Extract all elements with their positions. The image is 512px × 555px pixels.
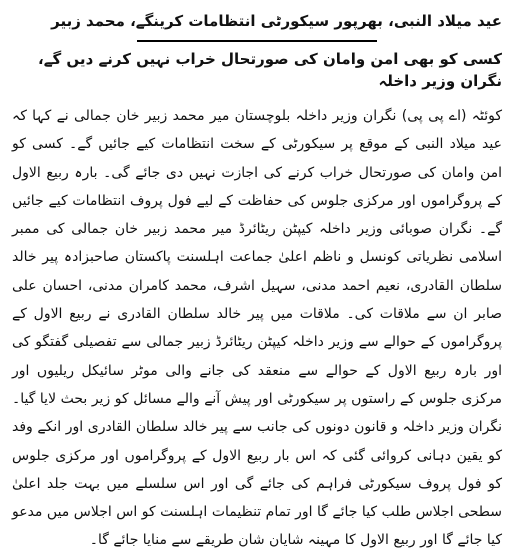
headline-divider — [137, 40, 377, 42]
main-headline: عید میلاد النبی، بھرپور سیکورٹی انتظامات کرینگے، محمد زبیر — [51, 12, 502, 30]
article-body — [12, 102, 502, 555]
sub-headline: کسی کو بھی امن وامان کی صورتحال خراب نہیں کرنے دیں گے، نگران وزیر داخلہ — [38, 50, 502, 90]
article-paragraph: کوئٹہ (اے پی پی) نگران وزیر داخلہ بلوچستان میر محمد زبیر خان جمالی نے کہا کہ عید میلاد النبی کے موقع پر سیکورٹی کے سخت انتظامات کیے جائیں گے۔ کسی کو امن وامان کی صورتحال خراب کرنے کی اجازت نہیں دی جائے گی۔ بارہ ربیع الاول کے پروگراموں اور مرکزی جلوس کی حفاظت کے لیے فول پروف انتظامات کیے جائیں گے۔ نگران صوبائی وزیر داخلہ کیپٹن ریٹائرڈ میر محمد زبیر خان جمالی کی ممبر اسلامی نظریاتی کونسل و ناظم اعلیٰ جماعت اہلسنت پاکستان صاحبزادہ پیر خالد سلطان القادری، نعیم احمد مدنی، سہیل اشرف، محمد کامران مدنی، احسان علی صابر ان سے ملاقات کی۔ ملاقات میں پیر خالد سلطان القادری نے ربیع الاول کے پروگراموں کے حوالے سے وزیر داخلہ کیپٹن ریٹائرڈ زبیر جمالی سے تفصیلی گفتگو کی اور بارہ ربیع الاول کے حوالے سے منعقد کی جانے والی موٹر سائیکل ریلیوں اور مرکزی جلوس کے راستوں پر سیکورٹی اور پیش آنے والے مسائل کو زیر بحث لایا گیا۔ نگران وزیر داخلہ و قانون دونوں کی جانب سے پیر خالد سلطان القادری اور انکے وفد کو یقین دہانی کروائی گئی کہ اس بار ربیع الاول کے پروگراموں اور مرکزی جلوس کو فول پروف سیکورٹی فراہم کی جائے گی اور اس سلسلے میں بہت جلد اعلیٰ سطحی اجلاس طلب کیا جائے گا اور تمام تنظیمات اہلسنت کو اس اجلاس میں مدعو کیا جائے گا اور ربیع الاول کا مہینہ شایان شان طریقے سے منایا جائے گا۔ — [12, 108, 502, 549]
